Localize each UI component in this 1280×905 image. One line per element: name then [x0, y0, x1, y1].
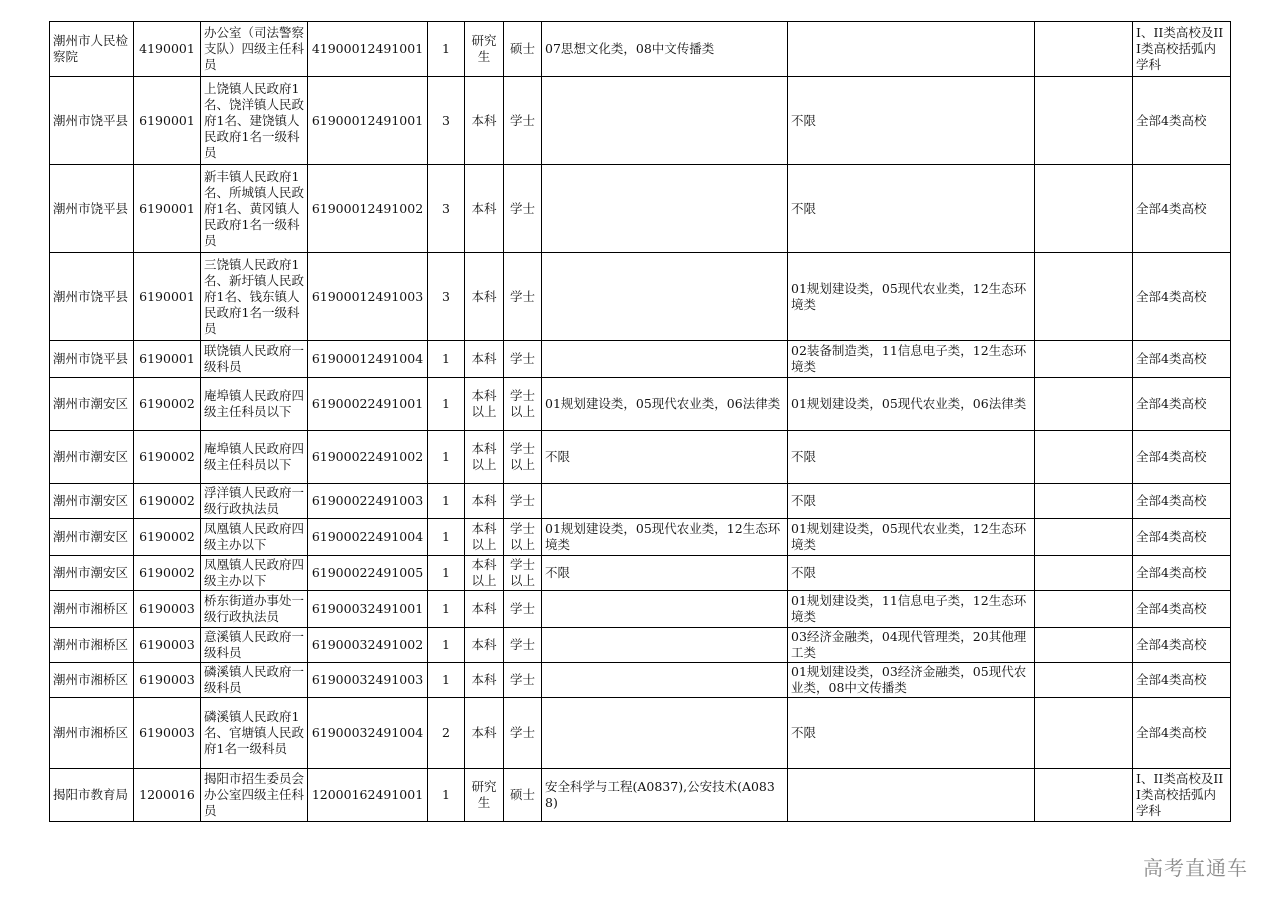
table-row	[50, 628, 1231, 663]
education-cell: 本科	[465, 77, 504, 165]
degree-cell: 学士	[504, 591, 542, 628]
major-alt-cell: 不限	[788, 77, 1035, 165]
major-alt-cell: 不限	[788, 431, 1035, 484]
major-cell	[542, 341, 788, 378]
count-cell: 1	[428, 341, 465, 378]
position-cell: 联饶镇人民政府一级科员	[201, 341, 308, 378]
unit-code-cell: 6190002	[134, 556, 201, 591]
major-cell	[542, 253, 788, 341]
count-cell: 1	[428, 431, 465, 484]
table-row	[50, 556, 1231, 591]
count-cell: 1	[428, 22, 465, 77]
major-cell: 安全科学与工程(A0837),公安技术(A0838)	[542, 769, 788, 822]
school-cell: 全部4类高校	[1133, 165, 1231, 253]
unit-code-cell: 6190002	[134, 431, 201, 484]
unit-cell: 潮州市湘桥区	[50, 663, 134, 698]
major-alt-cell	[788, 769, 1035, 822]
table-row	[50, 431, 1231, 484]
education-cell: 本科	[465, 663, 504, 698]
table-row	[50, 698, 1231, 769]
degree-cell: 学士	[504, 341, 542, 378]
unit-code-cell: 6190002	[134, 484, 201, 519]
position-cell: 庵埠镇人民政府四级主任科员以下	[201, 431, 308, 484]
table-row	[50, 341, 1231, 378]
position-code-cell: 61900012491002	[308, 165, 428, 253]
degree-cell: 硕士	[504, 22, 542, 77]
other-cell	[1035, 769, 1133, 822]
major-cell: 不限	[542, 431, 788, 484]
position-cell: 新丰镇人民政府1名、所城镇人民政府1名、黄冈镇人民政府1名一级科员	[201, 165, 308, 253]
education-cell: 本科	[465, 591, 504, 628]
school-cell: 全部4类高校	[1133, 591, 1231, 628]
education-cell: 研究生	[465, 769, 504, 822]
position-code-cell: 61900022491001	[308, 378, 428, 431]
degree-cell: 学士	[504, 253, 542, 341]
unit-code-cell: 6190003	[134, 698, 201, 769]
major-alt-cell: 不限	[788, 698, 1035, 769]
other-cell	[1035, 628, 1133, 663]
major-cell: 07思想文化类，08中文传播类	[542, 22, 788, 77]
unit-cell: 潮州市潮安区	[50, 484, 134, 519]
table-row	[50, 77, 1231, 165]
unit-code-cell: 1200016	[134, 769, 201, 822]
unit-cell: 潮州市潮安区	[50, 378, 134, 431]
position-code-cell: 61900022491004	[308, 519, 428, 556]
other-cell	[1035, 519, 1133, 556]
other-cell	[1035, 253, 1133, 341]
position-cell: 凤凰镇人民政府四级主办以下	[201, 519, 308, 556]
unit-cell: 潮州市饶平县	[50, 341, 134, 378]
major-alt-cell: 01规划建设类，05现代农业类，06法律类	[788, 378, 1035, 431]
major-alt-cell: 不限	[788, 484, 1035, 519]
degree-cell: 学士	[504, 77, 542, 165]
major-alt-cell: 01规划建设类，11信息电子类，12生态环境类	[788, 591, 1035, 628]
unit-cell: 潮州市湘桥区	[50, 591, 134, 628]
major-cell	[542, 698, 788, 769]
unit-code-cell: 6190003	[134, 663, 201, 698]
count-cell: 1	[428, 556, 465, 591]
unit-code-cell: 4190001	[134, 22, 201, 77]
unit-cell: 揭阳市教育局	[50, 769, 134, 822]
major-alt-cell: 03经济金融类，04现代管理类，20其他理工类	[788, 628, 1035, 663]
unit-cell: 潮州市湘桥区	[50, 698, 134, 769]
table-row	[50, 253, 1231, 341]
position-cell: 庵埠镇人民政府四级主任科员以下	[201, 378, 308, 431]
other-cell	[1035, 22, 1133, 77]
count-cell: 1	[428, 591, 465, 628]
position-code-cell: 61900022491003	[308, 484, 428, 519]
position-cell: 揭阳市招生委员会办公室四级主任科员	[201, 769, 308, 822]
major-alt-cell: 01规划建设类，03经济金融类，05现代农业类，08中文传播类	[788, 663, 1035, 698]
count-cell: 3	[428, 77, 465, 165]
education-cell: 研究生	[465, 22, 504, 77]
degree-cell: 学士以上	[504, 431, 542, 484]
position-cell: 上饶镇人民政府1名、饶洋镇人民政府1名、建饶镇人民政府1名一级科员	[201, 77, 308, 165]
major-alt-cell	[788, 22, 1035, 77]
position-code-cell: 61900012491003	[308, 253, 428, 341]
school-cell: 全部4类高校	[1133, 253, 1231, 341]
education-cell: 本科以上	[465, 556, 504, 591]
position-code-cell: 61900012491001	[308, 77, 428, 165]
major-cell	[542, 628, 788, 663]
other-cell	[1035, 484, 1133, 519]
unit-code-cell: 6190002	[134, 378, 201, 431]
table-row	[50, 769, 1231, 822]
degree-cell: 学士以上	[504, 556, 542, 591]
other-cell	[1035, 591, 1133, 628]
count-cell: 1	[428, 769, 465, 822]
major-alt-cell: 不限	[788, 165, 1035, 253]
degree-cell: 学士以上	[504, 519, 542, 556]
unit-code-cell: 6190001	[134, 165, 201, 253]
position-code-cell: 41900012491001	[308, 22, 428, 77]
degree-cell: 学士	[504, 165, 542, 253]
position-cell: 三饶镇人民政府1名、新圩镇人民政府1名、钱东镇人民政府1名一级科员	[201, 253, 308, 341]
position-code-cell: 61900032491004	[308, 698, 428, 769]
major-cell: 01规划建设类，05现代农业类，06法律类	[542, 378, 788, 431]
major-cell	[542, 165, 788, 253]
school-cell: 全部4类高校	[1133, 628, 1231, 663]
watermark: 高考直通车	[1143, 856, 1248, 880]
unit-code-cell: 6190002	[134, 519, 201, 556]
position-cell: 磷溪镇人民政府一级科员	[201, 663, 308, 698]
education-cell: 本科	[465, 253, 504, 341]
school-cell: I、II类高校及III类高校括弧内学科	[1133, 769, 1231, 822]
major-cell: 不限	[542, 556, 788, 591]
major-cell: 01规划建设类，05现代农业类，12生态环境类	[542, 519, 788, 556]
school-cell: 全部4类高校	[1133, 519, 1231, 556]
education-cell: 本科以上	[465, 519, 504, 556]
major-cell	[542, 77, 788, 165]
position-code-cell: 12000162491001	[308, 769, 428, 822]
count-cell: 1	[428, 663, 465, 698]
degree-cell: 硕士	[504, 769, 542, 822]
degree-cell: 学士	[504, 698, 542, 769]
unit-code-cell: 6190001	[134, 77, 201, 165]
other-cell	[1035, 698, 1133, 769]
position-cell: 浮洋镇人民政府一级行政执法员	[201, 484, 308, 519]
recruitment-table	[49, 21, 1231, 822]
position-code-cell: 61900032491002	[308, 628, 428, 663]
school-cell: 全部4类高校	[1133, 378, 1231, 431]
unit-cell: 潮州市饶平县	[50, 77, 134, 165]
major-cell	[542, 591, 788, 628]
position-cell: 凤凰镇人民政府四级主办以下	[201, 556, 308, 591]
other-cell	[1035, 663, 1133, 698]
count-cell: 1	[428, 378, 465, 431]
unit-cell: 潮州市潮安区	[50, 556, 134, 591]
count-cell: 1	[428, 484, 465, 519]
other-cell	[1035, 556, 1133, 591]
position-cell: 磷溪镇人民政府1名、官塘镇人民政府1名一级科员	[201, 698, 308, 769]
table-row	[50, 484, 1231, 519]
major-alt-cell: 01规划建设类，05现代农业类，12生态环境类	[788, 253, 1035, 341]
other-cell	[1035, 77, 1133, 165]
unit-cell: 潮州市湘桥区	[50, 628, 134, 663]
education-cell: 本科	[465, 698, 504, 769]
table-row	[50, 165, 1231, 253]
major-alt-cell: 02装备制造类，11信息电子类，12生态环境类	[788, 341, 1035, 378]
count-cell: 1	[428, 519, 465, 556]
unit-code-cell: 6190003	[134, 591, 201, 628]
table-row	[50, 22, 1231, 77]
degree-cell: 学士	[504, 628, 542, 663]
school-cell: 全部4类高校	[1133, 698, 1231, 769]
other-cell	[1035, 431, 1133, 484]
unit-cell: 潮州市饶平县	[50, 165, 134, 253]
position-code-cell: 61900012491004	[308, 341, 428, 378]
position-cell: 桥东街道办事处一级行政执法员	[201, 591, 308, 628]
table-row	[50, 378, 1231, 431]
position-code-cell: 61900022491005	[308, 556, 428, 591]
education-cell: 本科	[465, 165, 504, 253]
count-cell: 3	[428, 253, 465, 341]
education-cell: 本科	[465, 341, 504, 378]
other-cell	[1035, 165, 1133, 253]
school-cell: 全部4类高校	[1133, 556, 1231, 591]
unit-cell: 潮州市人民检察院	[50, 22, 134, 77]
school-cell: 全部4类高校	[1133, 77, 1231, 165]
table-row	[50, 591, 1231, 628]
degree-cell: 学士	[504, 663, 542, 698]
table-body	[50, 22, 1231, 822]
position-code-cell: 61900032491003	[308, 663, 428, 698]
degree-cell: 学士以上	[504, 378, 542, 431]
school-cell: 全部4类高校	[1133, 341, 1231, 378]
education-cell: 本科以上	[465, 378, 504, 431]
position-code-cell: 61900032491001	[308, 591, 428, 628]
major-cell	[542, 663, 788, 698]
count-cell: 1	[428, 628, 465, 663]
major-alt-cell: 不限	[788, 556, 1035, 591]
unit-cell: 潮州市潮安区	[50, 431, 134, 484]
count-cell: 3	[428, 165, 465, 253]
table-row	[50, 663, 1231, 698]
education-cell: 本科以上	[465, 431, 504, 484]
school-cell: 全部4类高校	[1133, 663, 1231, 698]
unit-code-cell: 6190003	[134, 628, 201, 663]
count-cell: 2	[428, 698, 465, 769]
position-code-cell: 61900022491002	[308, 431, 428, 484]
education-cell: 本科	[465, 628, 504, 663]
position-cell: 意溪镇人民政府一级科员	[201, 628, 308, 663]
education-cell: 本科	[465, 484, 504, 519]
major-alt-cell: 01规划建设类，05现代农业类，12生态环境类	[788, 519, 1035, 556]
unit-cell: 潮州市饶平县	[50, 253, 134, 341]
position-cell: 办公室（司法警察支队）四级主任科员	[201, 22, 308, 77]
major-cell	[542, 484, 788, 519]
other-cell	[1035, 341, 1133, 378]
table-row	[50, 519, 1231, 556]
school-cell: 全部4类高校	[1133, 431, 1231, 484]
unit-code-cell: 6190001	[134, 253, 201, 341]
unit-cell: 潮州市潮安区	[50, 519, 134, 556]
other-cell	[1035, 378, 1133, 431]
school-cell: 全部4类高校	[1133, 484, 1231, 519]
degree-cell: 学士	[504, 484, 542, 519]
school-cell: I、II类高校及III类高校括弧内学科	[1133, 22, 1231, 77]
unit-code-cell: 6190001	[134, 341, 201, 378]
